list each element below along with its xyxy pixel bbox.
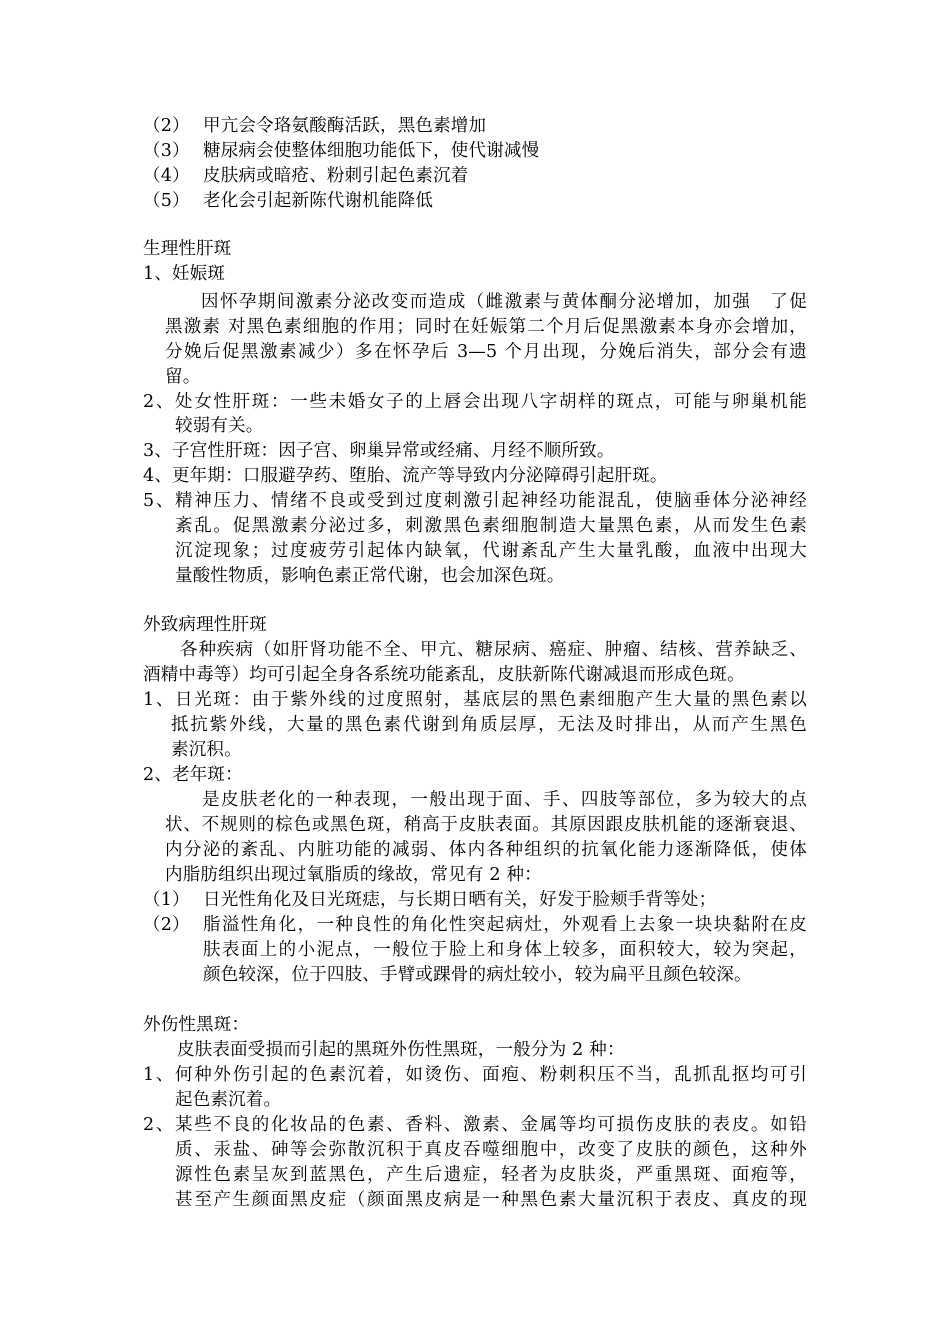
list-item-heading: 2、老年斑： <box>143 765 243 785</box>
list-item-number: （2） <box>143 116 190 136</box>
list-item-continuation: 紊乱。促黑激素分泌过多，刺激黑色素细胞制造大量黑色素，从而发生色素 <box>175 516 807 536</box>
list-item-number: （3） <box>143 141 190 161</box>
list-item: 1、何种外伤引起的色素沉着，如烫伤、面疱、粉刺积压不当，乱抓乱抠均可引 <box>143 1065 807 1085</box>
list-item: 2、某些不良的化妆品的色素、香料、激素、金属等均可损伤皮肤的表皮。如铅 <box>143 1115 807 1135</box>
list-item: 2、处女性肝斑：一些未婚女子的上唇会出现八字胡样的斑点，可能与卵巢机能 <box>143 392 807 412</box>
list-item: 3、子宫性肝斑：因子宫、卵巢异常或经痛、月经不顺所致。 <box>143 441 615 461</box>
paragraph-line: 状、不规则的棕色或黑色斑，稍高于皮肤表面。其原因跟皮肤机能的逐渐衰退、 <box>165 815 807 835</box>
list-item-continuation: 沉淀现象；过度疲劳引起体内缺氧，代谢紊乱产生大量乳酸，血液中出现大 <box>175 541 807 561</box>
list-item-continuation: 源性色素呈灰到蓝黑色，产生后遗症，轻者为皮肤炎，严重黑斑、面疱等， <box>175 1165 807 1185</box>
list-item: 1、日光斑：由于紫外线的过度照射，基底层的黑色素细胞产生大量的黑色素以 <box>143 690 807 710</box>
paragraph-line: 皮肤表面受损而引起的黑斑外伤性黑斑，一般分为 2 种： <box>177 1040 625 1060</box>
paragraph-line: 酒精中毒等）均可引起全身各系统功能紊乱，皮肤新陈代谢减退而形成色斑。 <box>143 665 745 685</box>
paragraph-line: 因怀孕期间激素分泌改变而造成（雌激素与黄体酮分泌增加，加强 了促 <box>201 292 807 312</box>
list-item-continuation: 质、汞盐、砷等会弥散沉积于真皮吞噬细胞中，改变了皮肤的颜色，这种外 <box>175 1140 807 1160</box>
sub-item-number: （2） <box>143 915 190 935</box>
list-item-continuation: 抵抗紫外线，大量的黑色素代谢到角质层厚，无法及时排出，从而产生黑色 <box>171 715 807 735</box>
list-item-text: 老化会引起新陈代谢机能降低 <box>203 191 434 211</box>
sub-item-text: 日光性角化及日光斑痣，与长期日晒有关，好发于脸颊手背等处； <box>203 890 717 910</box>
list-item-text: 甲亢会令珞氨酸酶活跃，黑色素增加 <box>203 116 487 136</box>
paragraph-line: 留。 <box>165 367 201 387</box>
list-item: 5、精神压力、情绪不良或受到过度刺激引起神经功能混乱，使脑垂体分泌神经 <box>143 491 807 511</box>
list-item-continuation: 甚至产生颜面黑皮症（颜面黑皮病是一种黑色素大量沉积于表皮、真皮的现 <box>175 1190 807 1210</box>
paragraph-line: 分娩后促黑激素减少）多在怀孕后 3—5 个月出现，分娩后消失，部分会有遗 <box>165 342 807 362</box>
paragraph-line: 内分泌的紊乱、内脏功能的减弱、体内各种组织的抗氧化能力逐渐降低，使体 <box>165 840 807 860</box>
list-item-number: （4） <box>143 166 190 186</box>
list-item-continuation: 量酸性物质，影响色素正常代谢，也会加深色斑。 <box>175 566 565 586</box>
sub-item-text: 脂溢性角化，一种良性的角化性突起病灶，外观看上去象一块块黏附在皮 <box>203 915 807 935</box>
list-item-number: （5） <box>143 191 190 211</box>
paragraph-line: 是皮肤老化的一种表现，一般出现于面、手、四肢等部位，多为较大的点 <box>202 790 807 810</box>
paragraph-line: 各种疾病（如肝肾功能不全、甲亢、糖尿病、癌症、肿瘤、结核、营养缺乏、 <box>180 640 807 660</box>
section-heading: 生理性肝斑 <box>143 239 232 259</box>
paragraph-line: 黑激素 对黑色素细胞的作用；同时在妊娠第二个月后促黑激素本身亦会增加， <box>165 317 807 337</box>
sub-item-text: 颜色较深，位于四肢、手臂或踝骨的病灶较小，较为扁平且颜色较深。 <box>203 965 752 985</box>
list-item-continuation: 素沉积。 <box>171 740 242 760</box>
list-item-text: 皮肤病或暗疮、粉刺引起色素沉着 <box>203 166 469 186</box>
list-item-continuation: 较弱有关。 <box>175 416 264 436</box>
section-heading: 外致病理性肝斑 <box>143 615 267 635</box>
section-heading: 外伤性黑斑： <box>143 1015 250 1035</box>
sub-item-text: 肤表面上的小泥点，一般位于脸上和身体上较多，面积较大，较为突起， <box>203 940 807 960</box>
sub-item-number: （1） <box>143 890 190 910</box>
paragraph-line: 内脂肪组织出现过氧脂质的缘故，常见有 2 种： <box>165 865 542 885</box>
list-item: 4、更年期：口服避孕药、堕胎、流产等导致内分泌障碍引起肝斑。 <box>143 466 668 486</box>
list-item-continuation: 起色素沉着。 <box>175 1090 282 1110</box>
list-item-heading: 1、妊娠斑 <box>143 264 226 284</box>
list-item-text: 糖尿病会使整体细胞功能低下，使代谢减慢 <box>203 141 540 161</box>
